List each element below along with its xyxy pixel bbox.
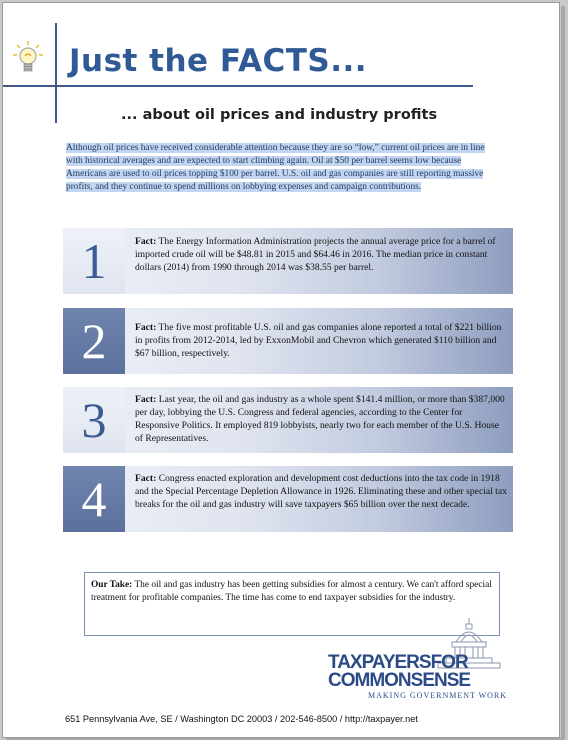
- fact-number: 1: [63, 228, 125, 294]
- intro-paragraph: [66, 142, 498, 194]
- fact-box-1: [63, 228, 513, 294]
- footer-address: 651 Pennsylvania Ave, SE / Washington DC 20003 / 202-546-8500 / http://taxpayer.net: [65, 714, 418, 724]
- fact-text: [135, 472, 507, 511]
- our-take-label: Our Take:: [91, 580, 133, 590]
- page-subtitle: ... about oil prices and industry profits: [121, 107, 438, 123]
- fact-body: Last year, the oil and gas industry as a whole spent $141.4 million, or more than $387,000 per day, lobbying the U.S. Congress and federal agencies, according to the Center for Responsive Politics. It employed 819 lobbyists, nearly two for each member of the U.S. House of Representatives.: [135, 394, 505, 444]
- fact-box-2: [63, 308, 513, 374]
- logo-tagline: MAKING GOVERNMENT WORK: [368, 691, 508, 700]
- fact-body: Congress enacted exploration and development cost deductions into the tax code in 1918 and the Special Percentage Depletion Allowance in 1926. Eliminating these and other special tax breaks for the oil and gas industry will save taxpayers $65 billion over the next decade.: [135, 473, 507, 510]
- fact-number: 3: [63, 387, 125, 453]
- intro-text: Although oil prices have received considerable attention because they are so “low,” current oil prices are in line with historical averages and are expected to start climbing again. Oil at $50 per barrel seems low because Americans are used to oil prices topping $100 per barrel. U.S. oil and gas companies are still reporting massive profits, and they continue to spend millions on lobbying expenses and campaign contributions.: [66, 143, 485, 192]
- fact-body: The Energy Information Administration projects the annual average price for a barrel of imported crude oil will be $48.81 in 2015 and $64.46 in 2016. The median price in constant dollars (2014) from 1990 through 2014 was $38.55 per barrel.: [135, 236, 496, 273]
- fact-box-4: [63, 466, 513, 532]
- fact-number: 2: [63, 308, 125, 374]
- fact-label: Fact:: [135, 473, 157, 484]
- fact-text: [135, 321, 507, 360]
- page-shadow-right: [561, 6, 565, 740]
- header-vertical-rule: [55, 23, 57, 123]
- taxpayers-logo: [328, 618, 513, 708]
- fact-box-3: [63, 387, 513, 453]
- page-title: Just the FACTS...: [69, 43, 368, 79]
- fact-label: Fact:: [135, 236, 157, 247]
- fact-text: [135, 235, 507, 274]
- fact-body: The five most profitable U.S. oil and gas companies alone reported a total of $221 billion in profits from 2012-2014, led by ExxonMobil and Chevron which generated $110 billion and $67 billion, respectively.: [135, 322, 502, 359]
- logo-text-line2: COMMONSENSE: [328, 670, 471, 691]
- fact-label: Fact:: [135, 394, 157, 405]
- logo-text-line1: TAXPAYERSFOR: [328, 652, 468, 673]
- fact-text: [135, 393, 507, 445]
- fact-label: Fact:: [135, 322, 157, 333]
- our-take-text: The oil and gas industry has been getting subsidies for almost a century. We can't afford special treatment for profitable companies. The time has come to end taxpayer subsidies for the industry.: [91, 580, 492, 603]
- document-page: [2, 2, 560, 738]
- lightbulb-icon: [13, 41, 43, 75]
- fact-number: 4: [63, 466, 125, 532]
- header-horizontal-rule: [3, 85, 473, 87]
